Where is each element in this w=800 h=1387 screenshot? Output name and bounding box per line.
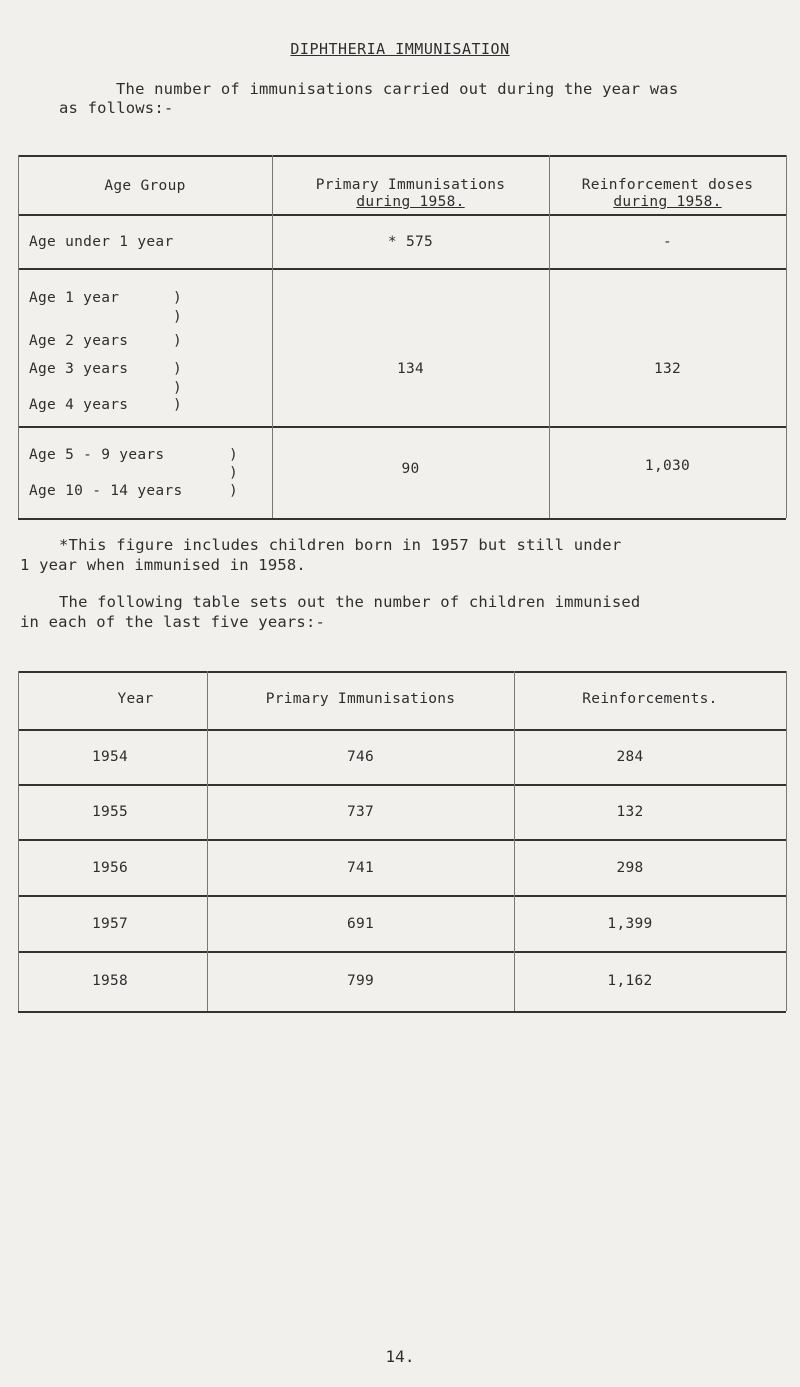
year-cell: 1955 — [91, 804, 129, 820]
primary-cell: 691 — [346, 916, 375, 932]
age-5-14-primary-value: 90 — [401, 461, 420, 477]
primary-cell: 799 — [346, 973, 375, 989]
under-1-reinforcement-value: - — [662, 234, 673, 250]
table2-header-rule — [18, 729, 786, 731]
age-2-years-label: Age 2 years — [29, 333, 129, 349]
header-reinforcements: Reinforcements. — [582, 691, 718, 707]
bracket-mark: ) — [173, 380, 183, 396]
bracket-mark: ) — [173, 397, 183, 413]
table2-row-rule — [18, 839, 786, 841]
table2-top-rule — [18, 671, 786, 673]
header-primary-immunisations: Primary Immunisations — [265, 691, 456, 707]
table1-row-rule — [18, 426, 786, 428]
bracket-mark: ) — [229, 447, 239, 463]
table2-bottom-rule — [18, 1011, 786, 1013]
primary-cell: 737 — [346, 804, 375, 820]
bracket-mark: ) — [173, 361, 183, 377]
age-10-14-years-label: Age 10 - 14 years — [29, 483, 183, 499]
table1-header-rule — [18, 214, 786, 216]
reinforcements-cell: 132 — [616, 804, 644, 820]
header-primary-line2: during 1958. — [356, 194, 465, 210]
table1-top-rule — [18, 155, 786, 157]
age-3-years-label: Age 3 years — [29, 361, 129, 377]
reinforcements-cell: 1,399 — [607, 916, 653, 932]
table2-row-rule — [18, 895, 786, 897]
table2-row-rule — [18, 784, 786, 786]
table1-bottom-rule — [18, 518, 786, 520]
intro2-line-2: in each of the last five years:- — [20, 613, 326, 631]
intro-line-1: The number of immunisations carried out during the year was — [116, 80, 679, 98]
age-1-4-reinforcement-value: 132 — [653, 361, 682, 377]
reinforcements-cell: 298 — [616, 860, 644, 876]
header-primary-line1: Primary Immunisations — [315, 177, 506, 193]
reinforcements-cell: 1,162 — [607, 973, 653, 989]
year-cell: 1957 — [91, 916, 129, 932]
footnote-line-2: 1 year when immunised in 1958. — [20, 556, 306, 574]
header-year: Year — [117, 691, 154, 707]
table2-column-rule — [207, 671, 208, 1011]
year-cell: 1954 — [91, 749, 129, 765]
age-1-year-label: Age 1 year — [29, 290, 120, 306]
bracket-mark: ) — [229, 483, 239, 499]
year-cell: 1958 — [91, 973, 129, 989]
table2-row-rule — [18, 951, 786, 953]
bracket-mark: ) — [173, 333, 183, 349]
footnote-line-1: *This figure includes children born in 1957 but still under — [59, 536, 622, 554]
table1-column-rule — [786, 155, 787, 518]
page-title: DIPHTHERIA IMMUNISATION — [290, 40, 510, 58]
table2-column-rule — [786, 671, 787, 1011]
bracket-mark: ) — [229, 465, 239, 481]
header-reinforcement-line2: during 1958. — [613, 194, 722, 210]
age-under-1-label: Age under 1 year — [29, 234, 174, 250]
table1-row-rule — [18, 268, 786, 270]
primary-cell: 741 — [346, 860, 375, 876]
age-5-14-reinforcement-value: 1,030 — [644, 458, 691, 474]
header-age-group: Age Group — [104, 178, 186, 194]
table2-column-rule — [514, 671, 515, 1011]
bracket-mark: ) — [173, 290, 183, 306]
primary-cell: 746 — [346, 749, 375, 765]
page-number: 14. — [385, 1347, 415, 1366]
intro-line-2: as follows:- — [59, 99, 174, 117]
bracket-mark: ) — [173, 309, 183, 325]
table2-column-rule — [18, 671, 19, 1011]
age-1-4-primary-value: 134 — [396, 361, 425, 377]
age-5-9-years-label: Age 5 - 9 years — [29, 447, 165, 463]
table1-column-rule — [18, 155, 19, 518]
under-1-primary-value: * 575 — [387, 234, 434, 250]
reinforcements-cell: 284 — [616, 749, 644, 765]
year-cell: 1956 — [91, 860, 129, 876]
header-reinforcement-line1: Reinforcement doses — [581, 177, 754, 193]
intro2-line-1: The following table sets out the number of children immunised — [59, 593, 641, 611]
age-4-years-label: Age 4 years — [29, 397, 129, 413]
